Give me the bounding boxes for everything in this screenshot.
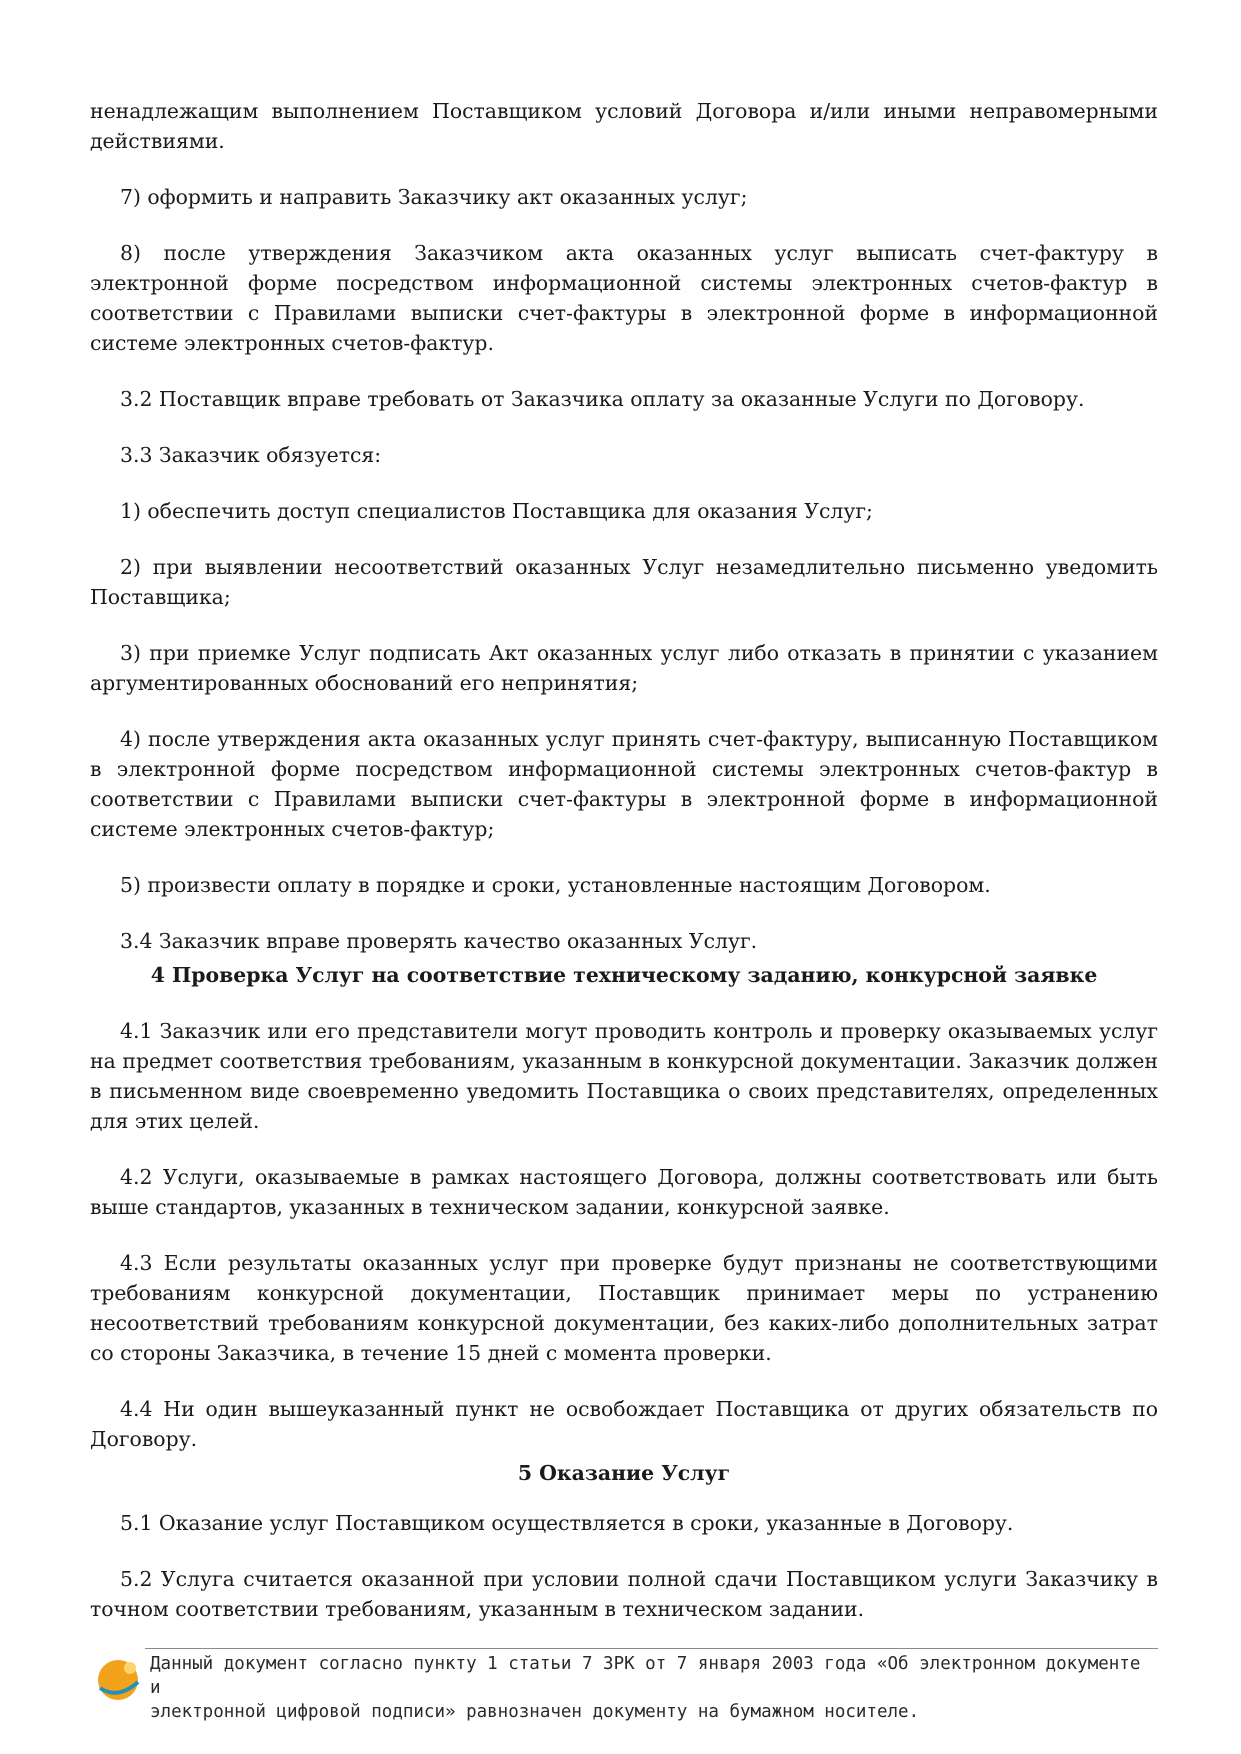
paragraph-3-2: 3.2 Поставщик вправе требовать от Заказчика оплату за оказанные Услуги по Договору. <box>120 387 1085 411</box>
paragraph-item-8: 8) после утверждения Заказчиком акта оказанных услуг выписать счет-фактуру в электронной форме посредством информационной системы электронных счетов-фактур в соответствии с Правилами выписки счет-фактуры в электронной форме в информационной системе электронных счетов-фактур. <box>90 241 1158 355</box>
paragraph-4-3: 4.3 Если результаты оказанных услуг при проверке будут признаны не соответствующими требованиям конкурсной документации, Поставщик принимает меры по устранению несоответствий требованиям конкурсной документации, без каких-либо дополнительных затрат со стороны Заказчика, в течение 15 дней с момента проверки. <box>90 1251 1158 1365</box>
section-heading-4: 4 Проверка Услуг на соответствие техническому заданию, конкурсной заявке <box>150 963 1098 987</box>
paragraph-3-3-item-3: 3) при приемке Услуг подписать Акт оказанных услуг либо отказать в принятии с указанием аргументированных обоснований его непринятия; <box>90 641 1158 695</box>
document-body <box>90 96 1158 1650</box>
paragraph-item-7: 7) оформить и направить Заказчику акт оказанных услуг; <box>120 185 748 209</box>
footer-line-1: Данный документ согласно пункту 1 статьи 7 ЗРК от 7 января 2003 года «Об электронном документе и <box>150 1654 1141 1698</box>
footer-legal-note <box>150 1652 1150 1724</box>
paragraph-3-3-item-4: 4) после утверждения акта оказанных услуг принять счет-фактуру, выписанную Поставщиком в электронной форме посредством информационной системы электронных счетов-фактур в соответствии с Правилами выписки счет-фактуры в электронной форме в информационной системе электронных счетов-фактур; <box>90 727 1158 841</box>
paragraph-continuation: ненадлежащим выполнением Поставщиком условий Договора и/или иными неправомерными действиями. <box>90 99 1158 153</box>
paragraph-4-1: 4.1 Заказчик или его представители могут проводить контроль и проверку оказываемых услуг на предмет соответствия требованиям, указанным в конкурсной документации. Заказчик должен в письменном виде своевременно уведомить Поставщика о своих представителях, определенных для этих целей. <box>90 1019 1158 1133</box>
section-heading-5: 5 Оказание Услуг <box>517 1461 731 1485</box>
paragraph-3-3: 3.3 Заказчик обязуется: <box>120 443 382 467</box>
paragraph-3-3-item-2: 2) при выявлении несоответствий оказанных Услуг незамедлительно письменно уведомить Поставщика; <box>90 555 1158 609</box>
egov-sun-logo-icon <box>92 1652 144 1704</box>
paragraph-3-4: 3.4 Заказчик вправе проверять качество оказанных Услуг. <box>120 929 758 953</box>
paragraph-4-2: 4.2 Услуги, оказываемые в рамках настоящего Договора, должны соответствовать или быть выше стандартов, указанных в техническом задании, конкурсной заявке. <box>90 1165 1158 1219</box>
paragraph-3-3-item-1: 1) обеспечить доступ специалистов Поставщика для оказания Услуг; <box>120 499 873 523</box>
paragraph-5-1: 5.1 Оказание услуг Поставщиком осуществляется в сроки, указанные в Договору. <box>120 1511 1014 1535</box>
paragraph-5-2: 5.2 Услуга считается оказанной при условии полной сдачи Поставщиком услуги Заказчику в точном соответствии требованиям, указанным в техническом задании. <box>90 1567 1158 1621</box>
paragraph-3-3-item-5: 5) произвести оплату в порядке и сроки, установленные настоящим Договором. <box>120 873 991 897</box>
footer-divider <box>145 1648 1158 1649</box>
paragraph-4-4: 4.4 Ни один вышеуказанный пункт не освобождает Поставщика от других обязательств по Договору. <box>90 1397 1158 1451</box>
footer-line-2: электронной цифровой подписи» равнозначен документу на бумажном носителе. <box>150 1702 920 1722</box>
